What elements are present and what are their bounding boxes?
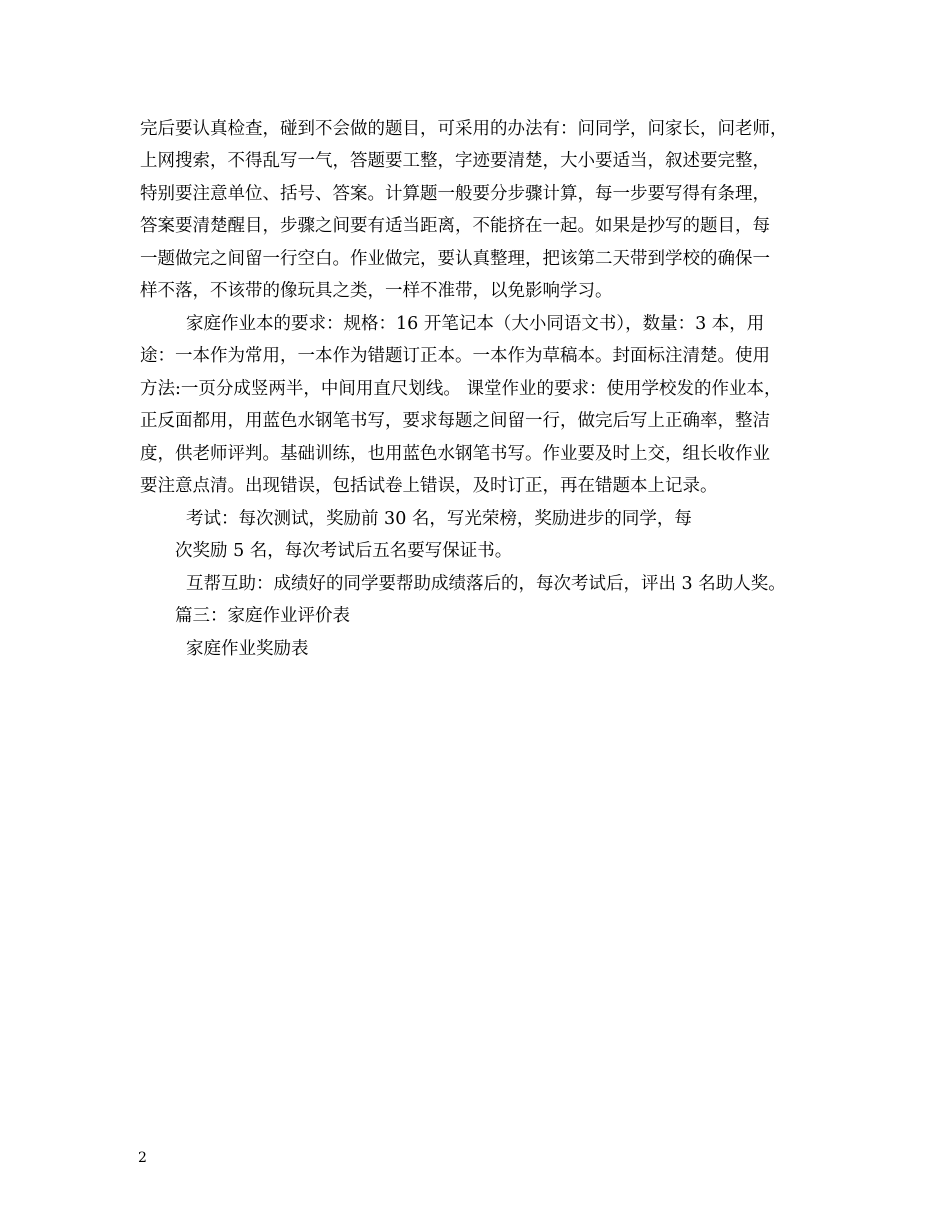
paragraph-line: 互帮互助：成绩好的同学要帮助成绩落后的，每次考试后，评出 3 名助人奖。: [186, 574, 786, 594]
table-title: 家庭作业奖励表: [186, 639, 309, 659]
paragraph-line: 答案要清楚醒目，步骤之间要有适当距离，不能挤在一起。如果是抄写的题目，每: [140, 216, 770, 236]
page-number: 2: [138, 1150, 147, 1166]
paragraph-line: 正反面都用，用蓝色水钢笔书写，要求每题之间留一行，做完后写上正确率，整洁: [140, 411, 770, 431]
paragraph-line: 样不落，不该带的像玩具之类，一样不准带，以免影响学习。: [140, 281, 613, 301]
paragraph-line: 特别要注意单位、括号、答案。计算题一般要分步骤计算，每一步要写得有条理，: [140, 184, 770, 204]
paragraph-line: 途：一本作为常用，一本作为错题订正本。一本作为草稿本。封面标注清楚。使用: [140, 346, 770, 366]
section-heading: 篇三：家庭作业评价表: [175, 606, 350, 626]
paragraph-line: 方法:一页分成竖两半，中间用直尺划线。 课堂作业的要求：使用学校发的作业本，: [140, 379, 782, 399]
paragraph-line: 次奖励 5 名，每次考试后五名要写保证书。: [175, 541, 513, 561]
paragraph-line: 度，供老师评判。基础训练，也用蓝色水钢笔书写。作业要及时上交，组长收作业: [140, 444, 770, 464]
paragraph-line: 家庭作业本的要求：规格：16 开笔记本（大小同语文书），数量：3 本，用: [186, 314, 765, 334]
paragraph-line: 要注意点清。出现错误，包括试卷上错误，及时订正，再在错题本上记录。: [140, 476, 718, 496]
paragraph-line: 上网搜索，不得乱写一气，答题要工整，字迹要清楚，大小要适当，叙述要完整，: [140, 151, 770, 171]
paragraph-line: 考试：每次测试，奖励前 30 名，写光荣榜，奖励进步的同学，每: [186, 509, 692, 529]
paragraph-line: 一题做完之间留一行空白。作业做完，要认真整理，把该第二天带到学校的确保一: [140, 249, 770, 269]
paragraph-line: 完后要认真检查，碰到不会做的题目，可采用的办法有：问同学，问家长，问老师，: [140, 119, 788, 139]
